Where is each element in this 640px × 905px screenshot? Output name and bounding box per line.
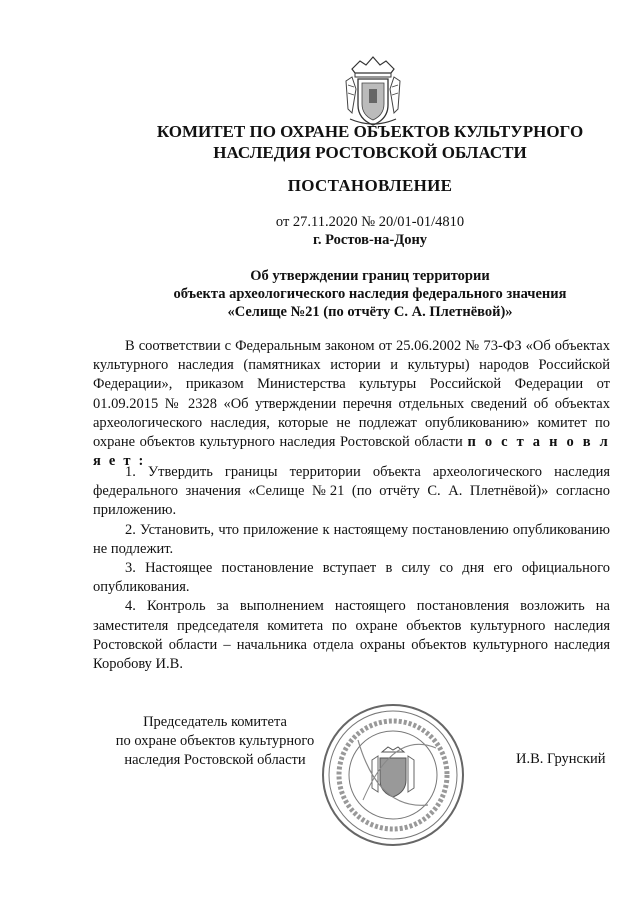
decree-item-3: 3. Настоящее постановление вступает в силу со дня его официального опубликования. xyxy=(93,560,610,596)
official-seal-stamp xyxy=(318,700,468,850)
org-name-line-1: КОМИТЕТ ПО ОХРАНЕ ОБЪЕКТОВ КУЛЬТУРНОГО xyxy=(156,122,584,141)
signatory-name: И.В. Грунский xyxy=(516,751,606,767)
subject-line-2: объекта археологического наследия федерального значения xyxy=(173,286,567,302)
organization-name xyxy=(100,121,640,163)
document-subject xyxy=(100,267,640,321)
signatory-title-line-3: наследия Ростовской области xyxy=(124,752,306,768)
decree-item-2: 2. Установить, что приложение к настоящему постановлению опубликованию не подлежит. xyxy=(93,521,610,557)
document-type: ПОСТАНОВЛЕНИЕ xyxy=(287,176,453,195)
org-name-line-2: НАСЛЕДИЯ РОСТОВСКОЙ ОБЛАСТИ xyxy=(213,143,527,162)
document-city: г. Ростов-на-Дону xyxy=(312,232,428,248)
preamble-text: В соответствии с Федеральным законом от 25.06.2002 № 73-ФЗ «Об объектах культурного наследия (памятниках истории и культуры) народов Российской Федерации», приказом Министерства культуры Российской Федерации от 01.09.2015 № 2328 «Об утверждении перечня отдельных сведений об объектах археологического наследия, которые не подлежат опубликованию» комитет по охране объектов культурного наследия Ростовской области xyxy=(93,338,610,451)
preamble-paragraph xyxy=(93,337,610,471)
subject-line-1: Об утверждении границ территории xyxy=(250,268,490,284)
decree-word: п о с т а н о в л я е т : xyxy=(93,434,610,470)
decree-item-4: 4. Контроль за выполнением настоящего постановления возложить на заместителя председателя комитета по охране объектов культурного наследия Ростовской области – начальника отдела охраны объектов культурного наследия Коробову И.В. xyxy=(93,598,610,673)
signatory-title-line-1: Председатель комитета xyxy=(143,714,287,730)
signatory-title-line-2: по охране объектов культурного xyxy=(115,733,315,749)
subject-line-3: «Селище №21 (по отчёту С. А. Плетнёвой)» xyxy=(227,304,513,320)
signatory-title xyxy=(100,713,330,770)
document-date-number: от 27.11.2020 № 20/01-01/4810 xyxy=(275,214,465,230)
decree-item-1: 1. Утвердить границы территории объекта археологического наследия федерального значения «Селище №21 (по отчёту С. А. Плетнёвой)» согласно приложению. xyxy=(93,464,610,519)
rostov-coat-of-arms-emblem xyxy=(344,55,402,129)
decree-items xyxy=(93,463,610,674)
